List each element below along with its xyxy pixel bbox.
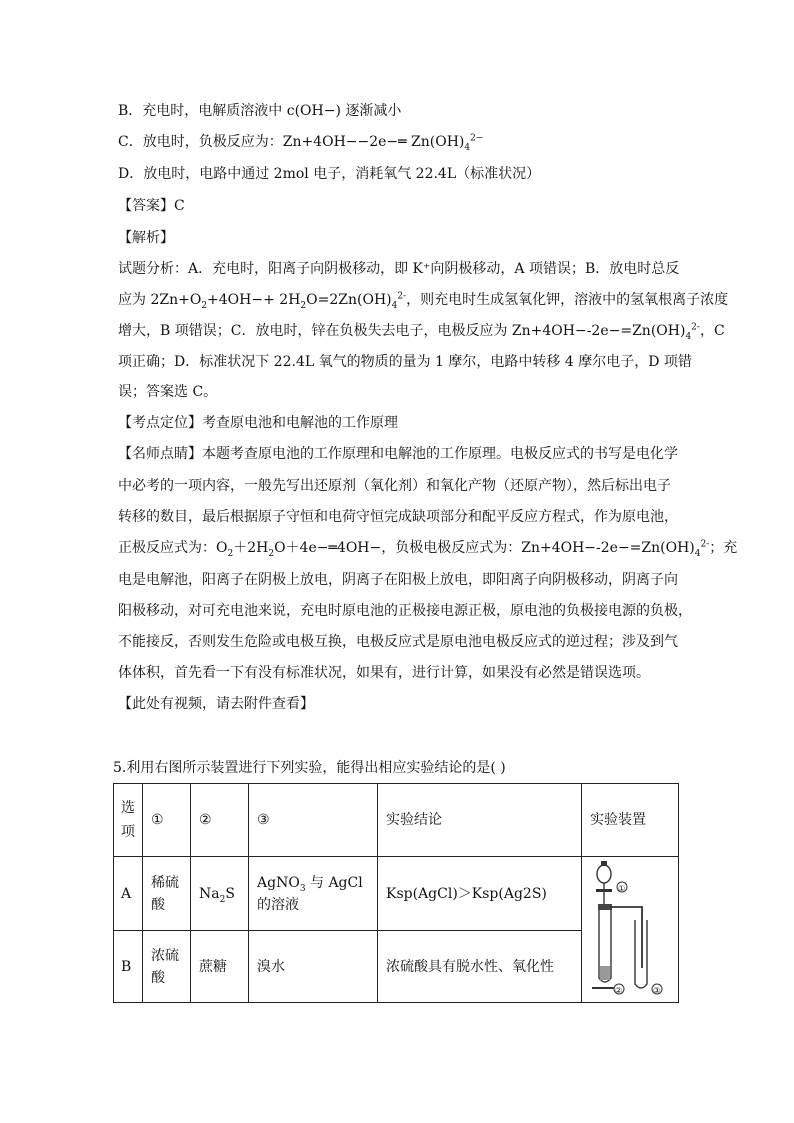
- option-d: D．放电时，电路中通过 2mol 电子，消耗氧气 22.4L（标准状况）: [118, 166, 541, 182]
- analysis-line-4: 项正确；D．标准状况下 22.4L 氧气的物质的量为 1 摩尔，电路中转移 4 摩尔电子，D 项错: [118, 354, 692, 370]
- apparatus-label-2: ②: [615, 986, 623, 995]
- row-a-reagent-2: $Na_2S$: [191, 857, 249, 931]
- header-conclusion: 实验结论: [378, 784, 582, 857]
- apparatus-label-1: ①: [618, 884, 626, 893]
- mingshi-line-2: 中必考的一项内容，一般先写出还原剂（氧化剂）和氧化产物（还原产物），然后标出电子: [118, 478, 671, 494]
- mingshi-line-3: 转移的数目，最后根据原子守恒和电荷守恒完成缺项部分和配平反应方程式，作为原电池，: [118, 509, 678, 525]
- header-apparatus: 实验装置: [582, 784, 679, 857]
- option-c: C．放电时，负极反应为：Zn+4OH−−2e−═ $Zn(OH)_4^{2-}$: [118, 133, 484, 153]
- row-a-conclusion: Ksp(AgCl)＞Ksp(Ag2S): [378, 857, 582, 931]
- analysis-heading: 【解析】: [118, 230, 174, 246]
- analysis-line-3: 增大，B 项错误；C．放电时，锌在负极失去电子，电极反应为 $Zn+4OH--2e-=Zn(OH)_4^{2-}$，C: [118, 322, 725, 342]
- apparatus-diagram: [582, 858, 678, 1002]
- row-a-reagent-3: AgNO$_3$ 与 AgCl 的溶液: [249, 857, 378, 931]
- header-reagent-1: ①: [143, 784, 191, 857]
- apparatus-cell: [582, 857, 679, 1003]
- video-note: 【此处有视频，请去附件查看】: [118, 696, 314, 712]
- option-b: B．充电时，电解质溶液中 c(OH−) 逐渐减小: [118, 103, 402, 119]
- answer: 【答案】C: [118, 198, 185, 214]
- question-5-table: [113, 783, 679, 1003]
- mingshi-line-8: 体体积，首先看一下有没有标准状况，如果有，进行计算，如果没有必然是错误选项。: [118, 665, 650, 681]
- row-b-reagent-3: 溴水: [249, 931, 378, 1003]
- analysis-line-5: 误；答案选 C。: [118, 384, 218, 400]
- row-b-option: B: [114, 931, 143, 1003]
- table-header-row: [114, 784, 679, 857]
- header-reagent-2: ②: [191, 784, 249, 857]
- row-b-reagent-1: 浓硫酸: [143, 931, 191, 1003]
- mingshi-line-4: 正极反应式为：$O_2+2H_2O+4e-═4OH-$，负极电极反应式为：$Zn+4OH--2e-=Zn(OH)_4^{2-}$；充: [118, 539, 738, 559]
- kaodian: 【考点定位】考查原电池和电解池的工作原理: [118, 415, 398, 431]
- mingshi-line-5: 电是电解池，阳离子在阴极上放电，阴离子在阳极上放电，即阳离子向阴极移动，阴离子向: [118, 572, 678, 588]
- row-a-reagent-1: 稀硫酸: [143, 857, 191, 931]
- mingshi-line-7: 不能接反，否则发生危险或电极互换，电极反应式是原电池电极反应式的逆过程；涉及到气: [118, 634, 678, 650]
- mingshi-line-6: 阳极移动，对可充电池来说，充电时原电池的正极接电源正极，原电池的负极接电源的负极，: [118, 603, 692, 619]
- analysis-line-1: 试题分析：A．充电时，阳离子向阴极移动，即 K⁺向阴极移动，A 项错误；B．放电时总反: [118, 261, 680, 277]
- row-a-option: A: [114, 857, 143, 931]
- mingshi-line-1: 【名师点睛】本题考查原电池的工作原理和电解池的工作原理。电极反应式的书写是电化学: [118, 446, 678, 462]
- question-5-stem: 5.利用右图所示装置进行下列实验，能得出相应实验结论的是( ): [113, 760, 506, 776]
- header-reagent-3: ③: [249, 784, 378, 857]
- header-option: 选项: [114, 784, 143, 857]
- apparatus-label-3: ③: [653, 986, 661, 995]
- row-b-reagent-2: 蔗糖: [191, 931, 249, 1003]
- analysis-line-2: 应为 $2Zn+O_2+4OH-+ 2H_2O=2Zn(OH)_4^{2-}$，则充电时生成氢氧化钾，溶液中的氢氧根离子浓度: [118, 291, 729, 311]
- row-b-conclusion: 浓硫酸具有脱水性、氧化性: [378, 931, 582, 1003]
- table-row: [114, 857, 679, 931]
